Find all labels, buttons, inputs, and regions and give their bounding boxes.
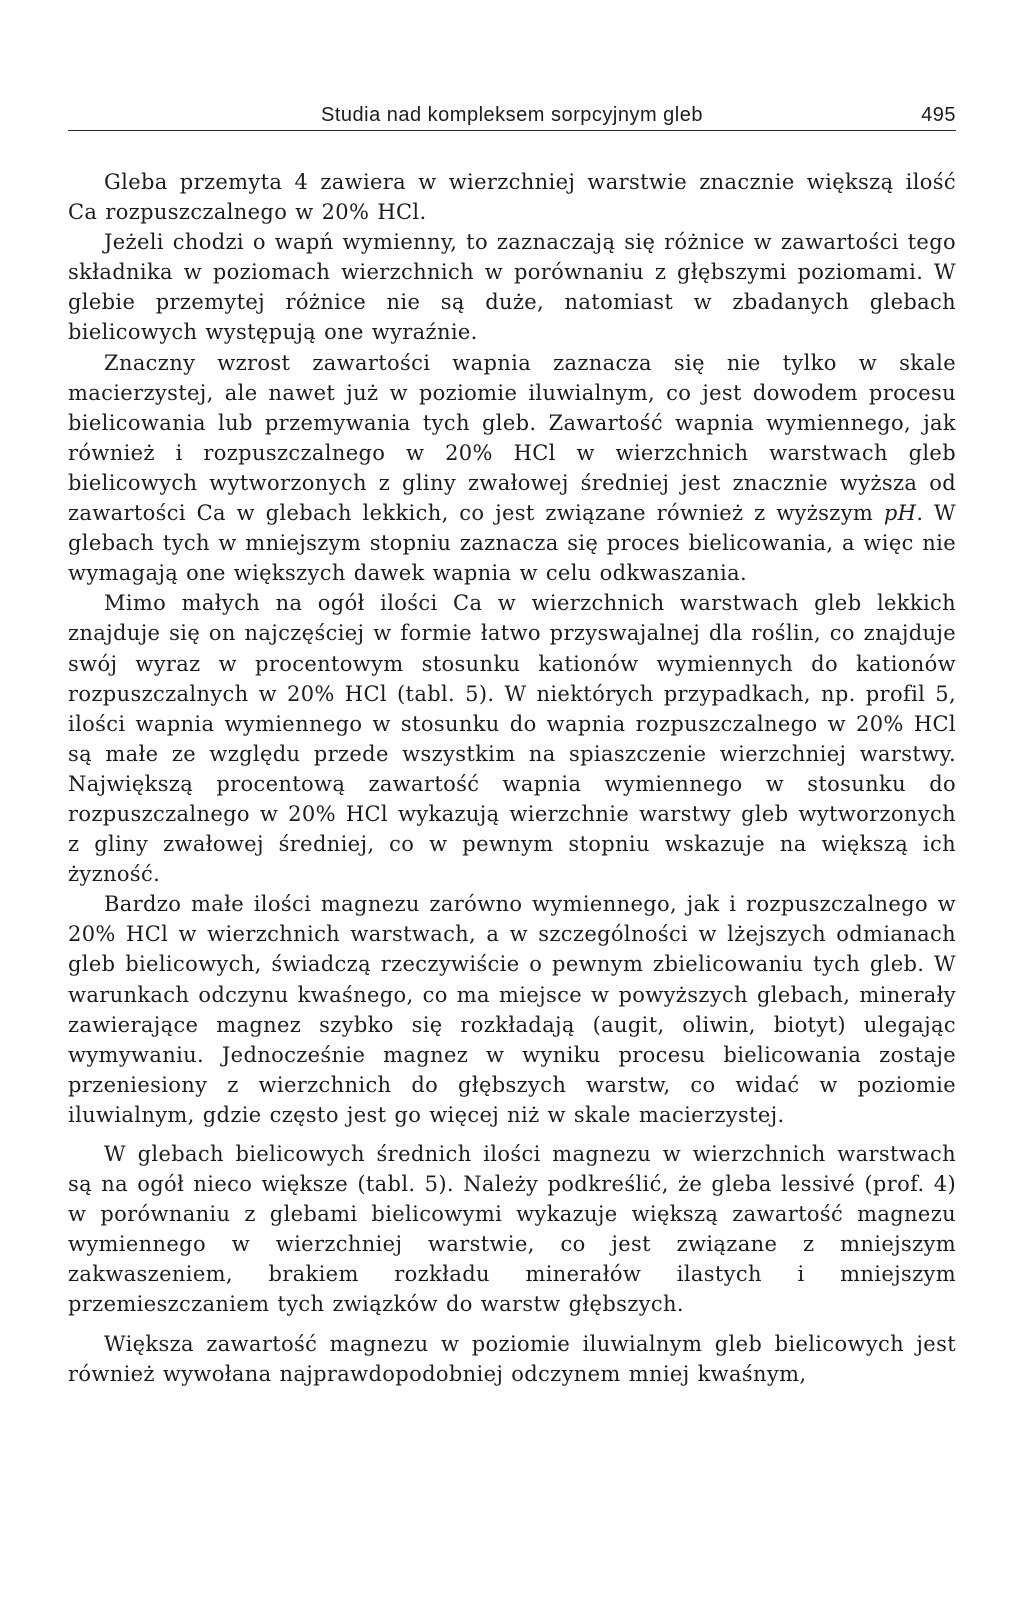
running-head bbox=[68, 100, 956, 130]
running-title: Studia nad kompleksem sorpcyjnym gleb bbox=[320, 104, 703, 126]
paragraph-1: Gleba przemyta 4 zawiera w wierzchniej warstwie znacznie większą ilość Ca rozpuszczalnego w 20% HCl. bbox=[68, 170, 956, 225]
page bbox=[68, 100, 956, 1389]
paragraph-3-tail: . W glebach tych w mniejszym stopniu zaznacza się proces bielicowania, a więc nie wymagają one większych dawek wapnia w celu odkwaszania. bbox=[68, 501, 956, 586]
paragraph-4: Mimo małych na ogół ilości Ca w wierzchnich warstwach gleb lekkich znajduje się on najczęściej w formie łatwo przyswajalnej dla roślin, co znajduje swój wyraz w procentowym stosunku kationów wymiennych do kationów rozpuszczalnych w 20% HCl (tabl. 5). W niektórych przypadkach, np. profil 5, ilości wapnia wymiennego w stosunku do wapnia rozpuszczalnego w 20% HCl są małe ze względu przede wszystkim na spiaszczenie wierzchniej warstwy. Największą procentową zawartość wapnia wymiennego w stosunku do rozpuszczalnego w 20% HCl wykazują wierzchnie warstwy gleb wytworzonych z gliny zwałowej średniej, co w pewnym stopniu wskazuje na większą ich żyzność. bbox=[68, 591, 956, 887]
paragraph-3 bbox=[68, 348, 956, 589]
paragraph-6: W glebach bielicowych średnich ilości magnezu w wierzchnich warstwach są na ogół nieco większe (tabl. 5). Należy podkreślić, że gleba lessivé (prof. 4) w porównaniu z glebami bielicowymi wykazuje większą zawartość magnezu wymiennego w wierzchniej warstwie, co jest związane z mniejszym zakwaszeniem, brakiem rozkładu minerałów ilastych i mniejszym przemieszczaniem tych związków do warstw głębszych. bbox=[68, 1142, 956, 1317]
paragraph-2: Jeżeli chodzi o wapń wymienny, to zaznaczają się różnice w zawartości tego składnika w poziomach wierzchnich w porównaniu z głębszymi poziomami. W glebie przemytej różnice nie są duże, natomiast w zbadanych glebach bielicowych występują one wyraźnie. bbox=[68, 230, 956, 345]
header-rule bbox=[68, 130, 956, 131]
paragraph-7: Większa zawartość magnezu w poziomie iluwialnym gleb bielicowych jest również wywołana najprawdopodobniej odczynem mniej kwaśnym, bbox=[68, 1331, 956, 1386]
ph-term: pH bbox=[883, 501, 917, 526]
body-text bbox=[68, 167, 956, 1389]
page-number: 495 bbox=[921, 104, 956, 126]
paragraph-5: Bardzo małe ilości magnezu zarówno wymiennego, jak i rozpuszczalnego w 20% HCl w wierzchnich warstwach, a w szczególności w lżejszych odmianach gleb bielicowych, świadczą rzeczywiście o pewnym zbielicowaniu tych gleb. W warunkach odczynu kwaśnego, co ma miejsce w powyższych glebach, minerały zawierające magnez szybko się rozkładają (augit, oliwin, biotyt) ulegając wymywaniu. Jednocześnie magnez w wyniku procesu bielicowania zostaje przeniesiony z wierzchnich do głębszych warstw, co widać w poziomie iluwialnym, gdzie często jest go więcej niż w skale macierzystej. bbox=[68, 892, 956, 1127]
paragraph-3-text: Znaczny wzrost zawartości wapnia zaznacza się nie tylko w skale macierzystej, ale nawet już w poziomie iluwialnym, co jest dowodem procesu bielicowania lub przemywania tych gleb. Zawartość wapnia wymiennego, jak również i rozpuszczalnego w 20% HCl w wierzchnich warstwach gleb bielicowych wytworzonych z gliny zwałowej średniej jest znacznie wyższa od zawartości Ca w glebach lekkich, co jest związane również z wyższym bbox=[68, 350, 956, 526]
